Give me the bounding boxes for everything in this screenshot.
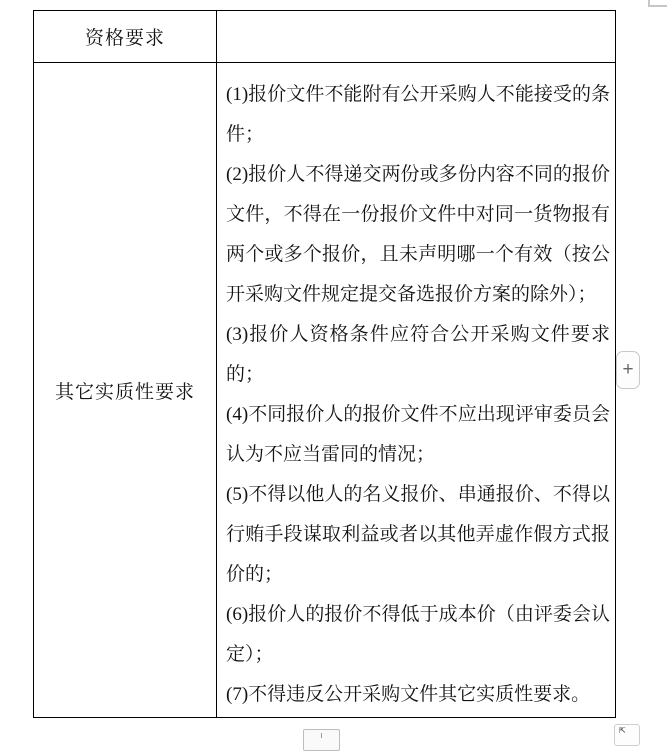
qualification-requirements-label: 资格要求 <box>84 28 165 49</box>
table-cell-other-substantive-requirements <box>34 63 217 717</box>
requirements-table <box>33 10 616 718</box>
requirement-item-7: (7)不得违反公开采购文件其它实质性要求。 <box>226 684 591 705</box>
table-cell-qualification-requirements <box>34 11 217 63</box>
northwest-arrow-icon: ⇱ <box>619 726 626 735</box>
plus-icon: + <box>622 359 634 380</box>
requirement-item-2: (2)报价人不得递交两份或多份内容不同的报价文件，不得在一份报价文件中对同一货物报有两个或多个报价，且未声明哪一个有效（按公开采购文件规定提交备选报价方案的除外）； <box>226 164 610 305</box>
add-button[interactable] <box>616 351 640 389</box>
panel-corner-fragment <box>648 0 667 7</box>
bottom-toolbar-button-fragment[interactable] <box>303 729 340 751</box>
bottom-right-button-fragment[interactable] <box>614 724 640 746</box>
table-cell-requirements-list <box>217 63 615 717</box>
other-substantive-requirements-label: 其它实质性要求 <box>54 381 195 403</box>
table-cell-qualification-value-empty <box>217 11 615 63</box>
requirement-item-4: (4)不同报价人的报价文件不应出现评审委员会认为不应当雷同的情况； <box>226 404 610 465</box>
requirement-item-6: (6)报价人的报价不得低于成本价（由评委会认定）； <box>226 604 610 665</box>
requirement-item-3: (3)报价人资格条件应符合公开采购文件要求的； <box>226 324 610 385</box>
requirement-item-5: (5)不得以他人的名义报价、串通报价、不得以行贿手段谋取利益或者以其他弄虚作假方式报价的； <box>226 484 610 585</box>
requirement-item-1: (1)报价文件不能附有公开采购人不能接受的条件； <box>226 84 610 145</box>
